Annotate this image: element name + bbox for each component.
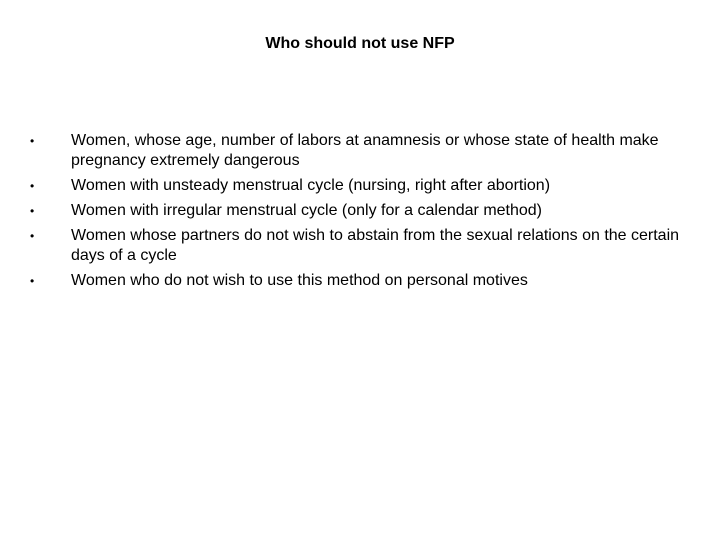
bullet-list <box>30 131 690 291</box>
bullet-icon: • <box>30 204 35 218</box>
bullet-text: Women whose partners do not wish to abstain from the sexual relations on the certain days of a cycle <box>71 227 680 264</box>
bullet-item-4 <box>30 226 690 266</box>
bullet-item-5 <box>30 271 690 291</box>
bullet-icon: • <box>30 134 35 148</box>
slide-title: Who should not use NFP <box>265 35 455 52</box>
bullet-text: Women, whose age, number of labors at anamnesis or whose state of health make pregnancy extremely dangerous <box>71 132 659 169</box>
bullet-item-2 <box>30 176 690 196</box>
bullet-icon: • <box>30 274 35 288</box>
bullet-text: Women with unsteady menstrual cycle (nursing, right after abortion) <box>71 177 551 194</box>
bullet-text: Women who do not wish to use this method on personal motives <box>71 272 528 289</box>
bullet-item-3 <box>30 201 690 221</box>
bullet-text: Women with irregular menstrual cycle (only for a calendar method) <box>71 202 543 219</box>
bullet-icon: • <box>30 179 35 193</box>
bullet-item-1 <box>30 131 690 171</box>
bullet-icon: • <box>30 229 35 243</box>
